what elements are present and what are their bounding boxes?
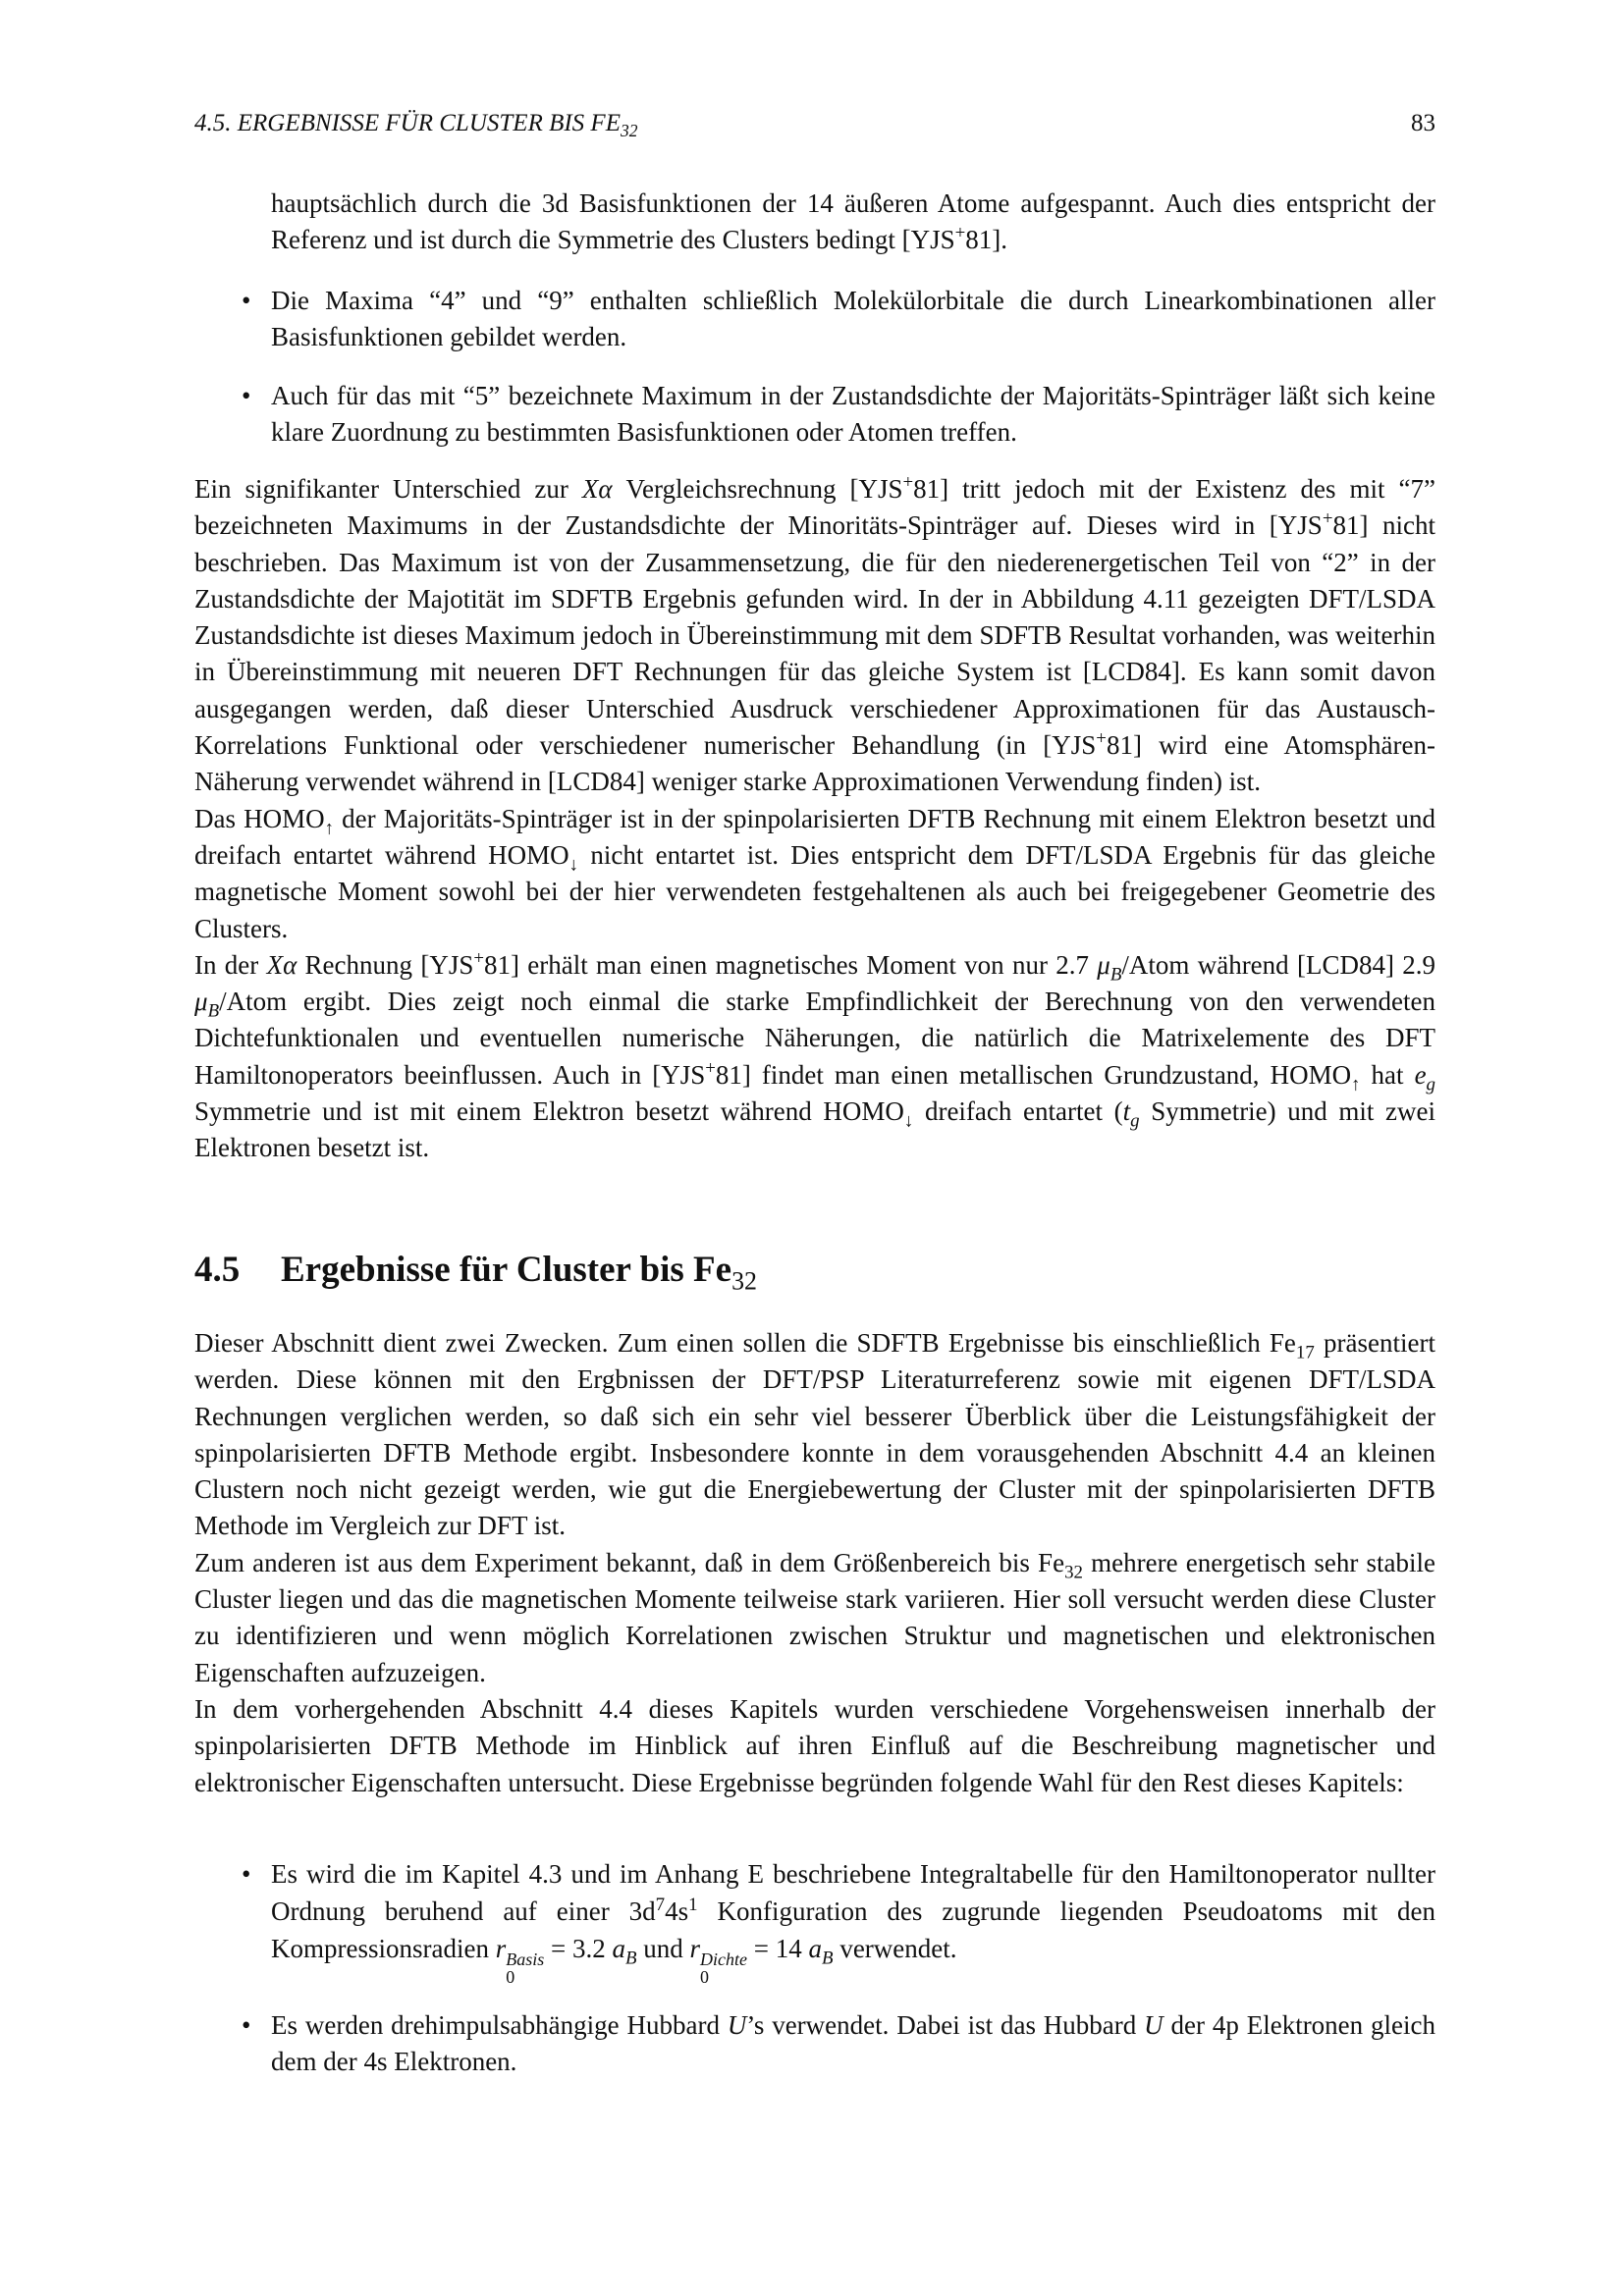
paragraph: In dem vorhergehenden Abschnitt 4.4 dieses Kapitels wurden verschiedene Vorgehensweisen innerhalb der spinpolarisierten DFTB Methode im Hinblick auf ihren Einfluß auf die Beschreibung magnetischer und elektronischer Eigenschaften untersucht. Diese Ergebnisse begründen folgende Wahl für den Rest dieses Kapitels: — [194, 1693, 1435, 1797]
paragraph: Zum anderen ist aus dem Experiment bekannt, daß in dem Größenbereich bis $Fe_{32}$ mehrere energetisch sehr stabile Cluster liegen und das die magnetischen Momente teilweise stark variieren. Hier soll versucht werden diese Cluster zu identifizieren und wenn möglich Korrelationen zwischen Struktur und magnetischen und elektronischen Eigenschaften aufzuzeigen. — [194, 1547, 1435, 1687]
paragraph: Dieser Abschnitt dient zwei Zwecken. Zum einen sollen die SDFTB Ergebnisse bis einschließlich $Fe_{17}$ präsentiert werden. Diese können mit den Ergbnissen der DFT/PSP Literaturreferenz sowie mit eigenen DFT/LSDA Rechnungen verglichen werden, so daß sich ein sehr viel besserer Überblick über die Leistungsfähigkeit der spinpolarisierten DFTB Methode ergibt. Insbesondere konnte in dem vorausgehenden Abschnitt 4.4 an kleinen Clustern noch nicht gezeigt werden, wie gut die Energiebewertung der Cluster mit der spinpolarisierten DFTB Methode im Vergleich zur DFT ist. — [194, 1328, 1435, 1541]
bullet-list-1 — [194, 283, 1435, 451]
list-item: • Es wird die im Kapitel 4.3 und im Anhang E beschriebene Integraltabelle für den Hamiltonoperator nullter Ordnung beruhend auf einer $3d^74s^1$ Konfiguration des zugrunde liegenden Pseudoatoms mit den Kompressionsradien r Basis 0 = 3.2 $a_B$ und r Dichte 0 = 14 $a_B$ verwendet. — [242, 1859, 1435, 1987]
main-text-2 — [194, 1325, 1435, 1801]
section-title: 4.5 Ergebnisse für Cluster bis $Fe_{32}$ — [194, 1250, 757, 1296]
section-heading — [194, 1249, 1435, 1296]
list-item: • Es werden drehimpulsabhängige Hubbard U’s verwendet. Dabei ist das Hubbard U der 4p Elektronen gleich dem der 4s Elektronen. — [242, 2010, 1436, 2077]
page-number: 83 — [1411, 110, 1435, 136]
header-title: 4.5. ERGEBNISSE FÜR CLUSTER BIS $FE_{32}$ — [194, 110, 638, 140]
paragraph: Ein signifikanter Unterschied zur Xα Vergleichsrechnung [YJS+81] tritt jedoch mit der Existenz des mit “7” bezeichneten Maximums in der Zustandsdichte der Minoritäts-Spinträger auf. Dieses wird in [YJS+81] nicht beschrieben. Das Maximum ist von der Zusammensetzung, die für den niederenergetischen Teil von “2” in der Zustandsdichte der Majotität im SDFTB Ergebnis gefunden wird. In der in Abbildung 4.11 gezeigten DFT/LSDA Zustandsdichte ist dieses Maximum jedoch in Übereinstimmung mit dem SDFTB Resultat vorhanden, was weiterhin in Übereinstimmung mit neueren DFT Rechnungen für das gleiche System ist [LCD84]. Es kann somit davon ausgegangen werden, daß dieser Unterschied Ausdruck verschiedener Approximationen für das Austausch-Korrelations Funktional oder verschiedener numerischer Behandlung (in [YJS+81] wird eine Atomsphären-Näherung verwendet während in [LCD84] weniger starke Approximationen Verwendung finden) ist. — [194, 472, 1436, 797]
paragraph: hauptsächlich durch die 3d Basisfunktionen der 14 äußeren Atome aufgespannt. Auch dies entspricht der Referenz und ist durch die Symmetrie des Clusters bedingt [YJS+81]. — [271, 188, 1435, 255]
running-header — [194, 110, 1435, 149]
main-text-1 — [194, 471, 1435, 1167]
continued-bullet-text — [194, 186, 1435, 259]
paragraph: Das $HOMO_↑$ der Majoritäts-Spinträger ist in der spinpolarisierten DFTB Rechnung mit einem Elektron besetzt und dreifach entartet während $HOMO_↓$ nicht entartet ist. Dies entspricht dem DFT/LSDA Ergebnis für das gleiche magnetische Moment sowohl bei der hier verwendeten festgehaltenen als auch bei freigegebener Geometrie des Clusters. — [194, 803, 1435, 943]
paragraph: In der Xα Rechnung [YJS+81] erhält man einen magnetisches Moment von nur 2.7 $\mu_B$/Atom während [LCD84] 2.9 $\mu_B$/Atom ergibt. Dies zeigt noch einmal die starke Empfindlichkeit der Berechnung von den verwendeten Dichtefunktionalen und eventuellen numerische Näherungen, die natürlich die Matrixelemente des DFT Hamiltonoperators beeinflussen. Auch in [YJS+81] findet man einen metallischen Grundzustand, $HOMO_↑$ hat $e_g$ Symmetrie und ist mit einem Elektron besetzt während $HOMO_↓$ dreifach entartet ($t_g$ Symmetrie) und mit zwei Elektronen besetzt ist. — [194, 947, 1436, 1163]
bullet-list-2 — [194, 1855, 1435, 2081]
list-item: • Die Maxima “4” und “9” enthalten schließlich Molekülorbitale die durch Linearkombinationen aller Basisfunktionen gebildet werden. — [242, 286, 1435, 352]
list-item: • Auch für das mit “5” bezeichnete Maximum in der Zustandsdichte der Majoritäts-Spinträger läßt sich keine klare Zuordnung zu bestimmten Basisfunktionen oder Atomen treffen. — [242, 380, 1435, 447]
